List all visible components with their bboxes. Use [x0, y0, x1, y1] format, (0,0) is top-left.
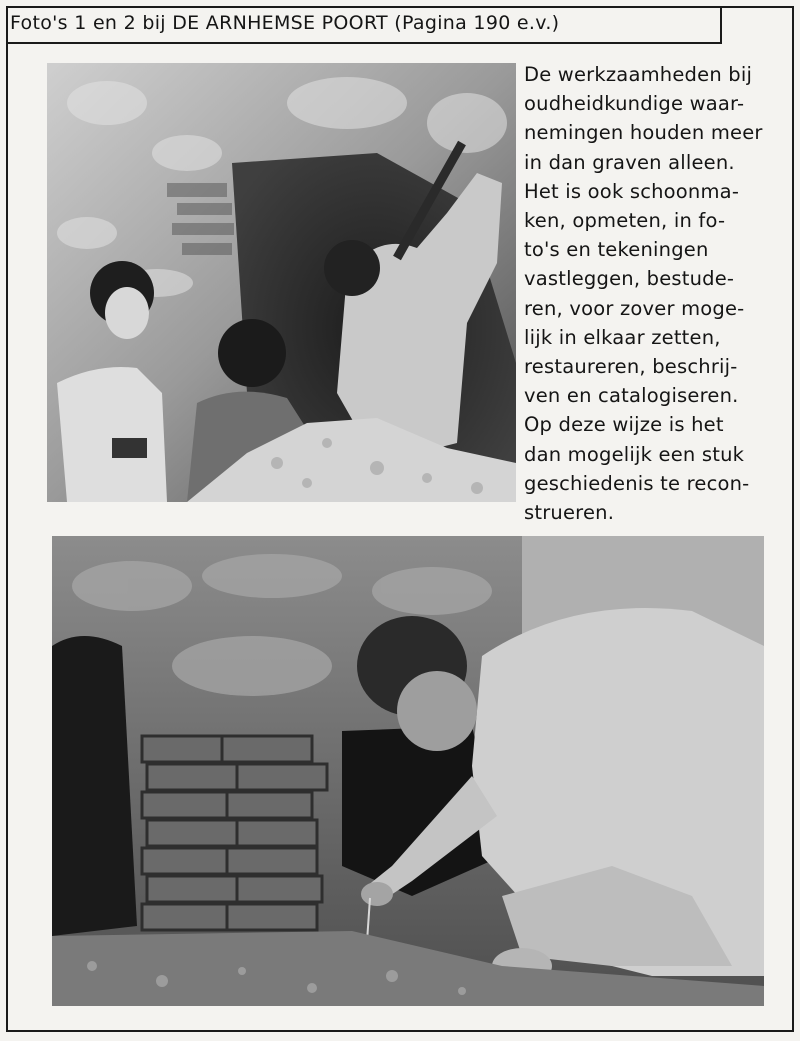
caption-line: to's en tekeningen	[524, 238, 709, 262]
page-title: Foto's 1 en 2 bij DE ARNHEMSE POORT (Pagina 190 e.v.)	[6, 6, 722, 44]
caption-line: strueren.	[524, 501, 615, 525]
caption-line: in dan graven alleen.	[524, 150, 735, 174]
caption-line: ven en catalogiseren.	[524, 384, 739, 408]
caption-line: dan mogelijk een stuk	[524, 442, 745, 466]
photo-2-image	[52, 536, 764, 1006]
photo-1	[47, 63, 516, 502]
caption-line: ren, voor zover moge-	[524, 296, 745, 320]
photo-1-image	[47, 63, 516, 502]
caption-line: geschiedenis te recon-	[524, 471, 750, 495]
caption-line: De werkzaamheden bij	[524, 63, 753, 86]
caption-line: vastleggen, bestude-	[524, 267, 735, 291]
photo-2	[52, 536, 764, 1006]
caption-line: ken, opmeten, in fo-	[524, 209, 726, 233]
caption-line: Op deze wijze is het	[524, 413, 724, 437]
caption-line: oudheidkundige waar-	[524, 92, 745, 116]
caption-line: Het is ook schoonma-	[524, 179, 740, 203]
caption-line: restaureren, beschrij-	[524, 355, 738, 379]
caption-line: lijk in elkaar zetten,	[524, 325, 721, 349]
caption-line: nemingen houden meer	[524, 121, 763, 145]
caption-text	[524, 60, 800, 527]
